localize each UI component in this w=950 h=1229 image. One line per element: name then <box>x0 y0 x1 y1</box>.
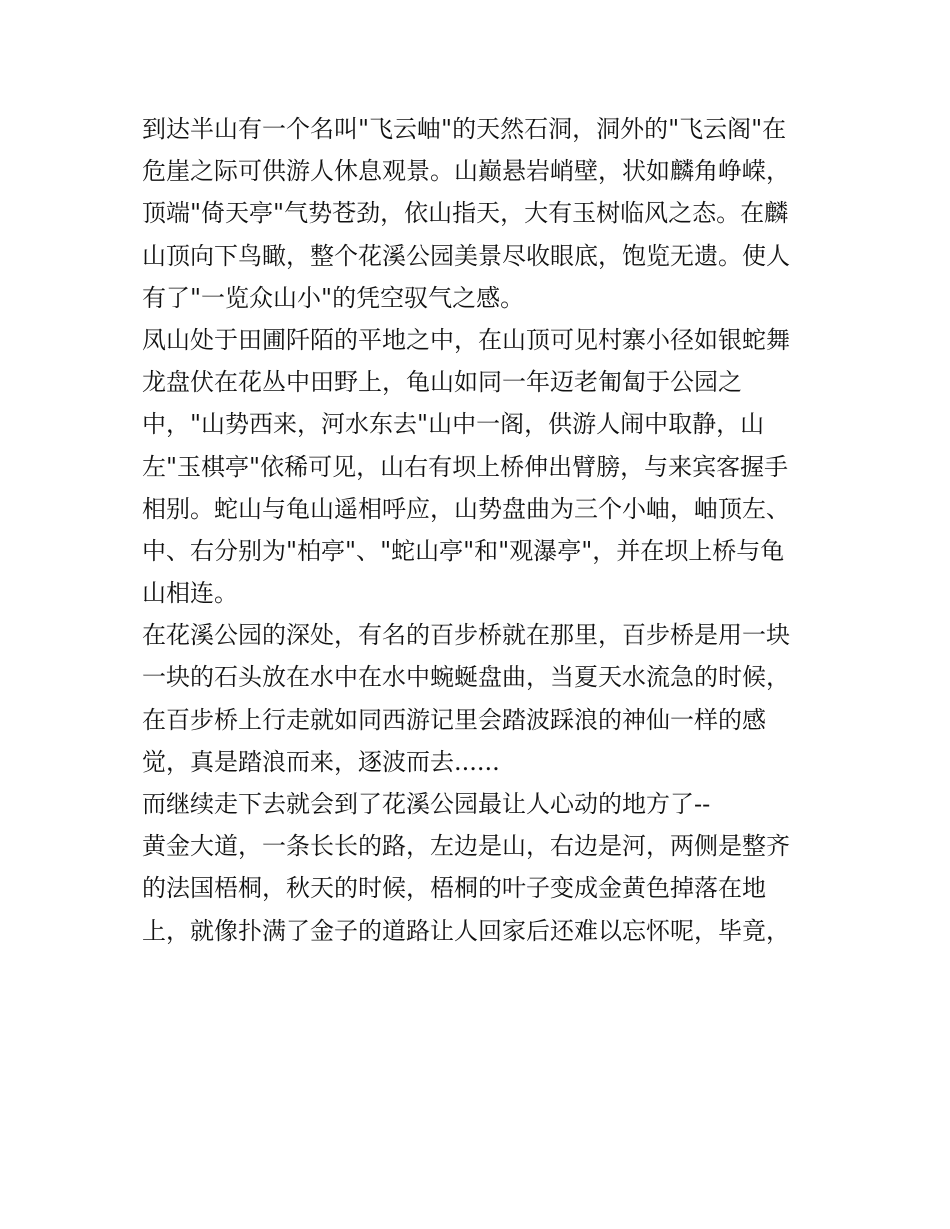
text-line: 相别。蛇山与龟山遥相呼应，山势盘曲为三个小岫，岫顶左、 <box>142 494 790 523</box>
text-line: 上，就像扑满了金子的道路让人回家后还难以忘怀呢，毕竟， <box>142 916 790 945</box>
text-line: 黄金大道，一条长长的路，左边是山，右边是河，两侧是整齐 <box>142 832 790 861</box>
text-line: 到达半山有一个名叫"飞云岫"的天然石洞，洞外的"飞云阁"在 <box>142 115 787 143</box>
text-line: 山相连。 <box>142 579 238 608</box>
text-line: 在花溪公园的深处，有名的百步桥就在那里，百步桥是用一块 <box>142 621 790 650</box>
text-line: 龙盘伏在花丛中田野上，龟山如同一年迈老匍匐于公园之 <box>142 368 742 397</box>
text-line: 左"玉棋亭"依稀可见，山右有坝上桥伸出臂膀，与来宾客握手 <box>142 452 789 481</box>
text-line: 一块的石头放在水中在水中蜿蜒盘曲，当夏天水流急的时候， <box>142 663 790 692</box>
text-line: 的法国梧桐，秋天的时候，梧桐的叶子变成金黄色掉落在地 <box>142 874 766 903</box>
text-line: 有了"一览众山小"的凭空驭气之感。 <box>142 283 525 312</box>
text-line: 在百步桥上行走就如同西游记里会踏波踩浪的神仙一样的感 <box>142 705 766 734</box>
text-line: 而继续走下去就会到了花溪公园最让人心动的地方了-- <box>142 790 711 818</box>
text-line: 山顶向下鸟瞰，整个花溪公园美景尽收眼底，饱览无遗。使人 <box>142 241 790 270</box>
body-text <box>142 108 822 952</box>
text-line: 危崖之际可供游人休息观景。山巅悬岩峭壁，状如麟角峥嵘， <box>142 157 790 186</box>
text-line: 中、右分别为"柏亭"、"蛇山亭"和"观瀑亭"，并在坝上桥与龟 <box>142 536 785 565</box>
text-line: 凤山处于田圃阡陌的平地之中，在山顶可见村寨小径如银蛇舞 <box>142 325 790 354</box>
text-line: 觉，真是踏浪而来，逐波而去...... <box>142 747 500 776</box>
text-line: 顶端"倚天亭"气势苍劲，依山指天，大有玉树临风之态。在麟 <box>142 199 789 228</box>
text-line: 中，"山势西来，河水东去"山中一阁，供游人闹中取静，山 <box>142 410 765 439</box>
